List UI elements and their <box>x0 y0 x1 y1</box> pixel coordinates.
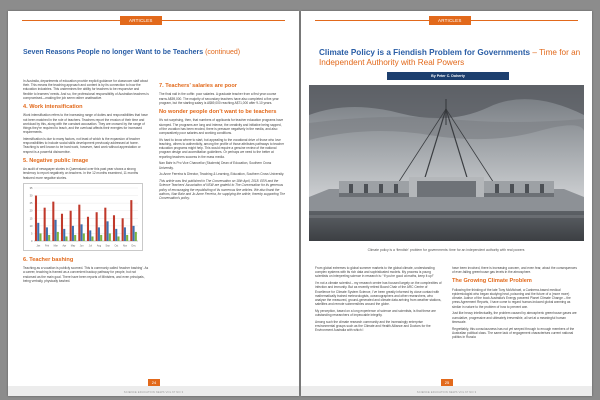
paragraph: An audit of newspaper stories in Queensland over this past year shows a strong tendency to report negatively on teachers. In the 12 months examined, 11 months featured more negative stories. <box>23 167 139 180</box>
paragraph: Teaching as a vocation is publicly scorned. This is commonly called ‘teacher bashing’. As a career, teaching is framed as a convenient backup pathway for people, but not endorsed as the main goal. There have been reports of Ministers, and even principals, being verbally, physically bashed. <box>23 266 149 283</box>
bar <box>126 235 128 241</box>
paragraph: It’s hard to know where to start, but appealing to the vocational drive of those who love teaching, others to authenticity, among the profile of those attributes pathways to teacher education programs might help. This would require a genuine review of the national program design and accreditation guidelines. Or perhaps we need to the better at reporting teachers success in the mass media. <box>159 137 285 159</box>
section-heading: 4. Work intensification <box>23 104 83 111</box>
x-tick-label: Jun <box>79 244 84 248</box>
bar <box>39 233 41 241</box>
bar <box>81 224 83 241</box>
paragraph: Intensification is due to many factors, not least of which is the expansion of teacher responsibilities to include social skills development previously addressed at home. Teaching is well known to be hard work, however, hard work without appreciation or respect is a powerful disincentive. <box>23 137 141 154</box>
paragraph: have been involved, there is increasing concern, and even fear, about the consequences of ever-failing greenhouse gas levels in the atmosphere. <box>452 266 577 275</box>
bar <box>87 217 89 241</box>
bar <box>35 195 37 240</box>
bar <box>96 212 98 241</box>
article-title <box>319 48 581 68</box>
x-tick-label: Jul <box>88 244 92 248</box>
section-heading: The Growing Climate Problem <box>452 278 532 285</box>
x-tick-label: Mar <box>53 244 58 248</box>
bar <box>83 233 85 241</box>
photo-caption: Climate policy is a ‘fiendish’ problem for governments: time for an independent authority with real powers <box>367 248 525 252</box>
page-number: 24 <box>148 379 160 386</box>
paragraph: My perception, based on a long experience of science and scientists, is that these are outstanding researchers of impeccable integrity. <box>315 309 436 318</box>
bar <box>74 235 76 241</box>
bar <box>135 232 137 241</box>
x-tick-label: Apr <box>62 244 67 248</box>
bar <box>113 215 115 241</box>
paragraph: The final nail in the coffin: poor salaries. A graduate teacher from a first year course earns A$59,000. The majority of secondary teachers have also completed a five-year program, but the starting salary is A$69,000 reaching A$71,000 after 9-10 years. <box>159 92 279 105</box>
section-tag: ARTICLES <box>429 16 471 25</box>
bar <box>70 211 72 241</box>
paragraph: I’m not a climate scientist – my research centre has focused largely on the complexities of infection and immunity. But as recently retired Board Chair of the ARC Centre of Excellence for Climate System Science, I’ve been greatly informed by close contact with mathematically trained meteorologists, oceanographers and other researchers, who analyse the measured, ground-generated and climate data arriving from weather stations, satellites and remote submersibles around the globe. <box>315 281 442 307</box>
bar <box>78 205 80 241</box>
parliament-house-photo <box>309 85 584 241</box>
bar <box>115 229 117 241</box>
x-tick-label: Oct <box>114 244 119 248</box>
y-tick-label: 25 <box>29 202 33 206</box>
bar <box>57 232 59 241</box>
x-tick-label: Aug <box>96 244 102 248</box>
publication-note: This article was first published in The Conversation on 18th April, 2018. EEN and the Science Teachers’ Association of NSW are grateful to The Conversation for its generous policy of encouraging the republishing of its numerous fine articles. We also thank the authors, Nan Bahr and Jo-Anne Ferreira, for supplying the article, thereby supporting The Conversation’s policy. <box>159 179 285 201</box>
author-bio: Nan Bahr is Pro Vice Chancellor (Students) Dean of Education, Southern Cross University. <box>159 161 272 170</box>
paragraph: Work intensification refers to the increasing range of duties and responsibilities that have not been matched in the role of teachers. Teachers report the erosion of their time and workload by this, along with the constant accusation. They are crossed by the range of things they’re required to teach, and the overload affects their energies for increased requirements. <box>23 113 148 135</box>
bar <box>46 227 48 241</box>
section-heading: No wonder people don’t want to be teachers <box>159 109 277 116</box>
y-tick-label: 30 <box>29 194 33 198</box>
bar <box>130 200 132 241</box>
bar <box>48 235 50 241</box>
paragraph: In Australia, departments of education provide explicit guidance for classroom staff about their. This means the teaching approach and content is by its connection to how the education industries. This undermines the ability for teachers to be responsive and flexible to learners’ needs. And so, the professional responsibility of Australian teachers is compromised—making the job seem rather unattractive. <box>23 79 149 100</box>
paragraph: It’s not surprising, then, that numbers of applicants for teacher education programs have slumped. The programs are long and intense, the creativity and initiative being sapped, of the vocation has been eroded, there is pressure negatively in the media, and also comparatively poor salaries and working conditions. <box>159 118 284 136</box>
left-page <box>8 11 299 396</box>
author-bio: Jo-Anne Ferreira is Director, Teaching & Learning, Education, Southern Cross University. <box>159 172 285 177</box>
footer-text: SCIENCE EDUCATION NEWS VOL 67 NO 3 <box>416 390 477 394</box>
y-tick-label: 0 <box>31 239 33 243</box>
bar <box>55 220 57 241</box>
x-tick-label: Jan <box>36 244 41 248</box>
y-tick-label: 5 <box>31 232 33 236</box>
x-tick-label: Feb <box>44 244 50 248</box>
bar <box>72 226 74 241</box>
paragraph: Just like heavy intellectuality, the problem caused by atmospheric greenhouse gases are cumulative, progressive and ultimately irreversible, all set at a meaningful human timescale. <box>452 311 577 324</box>
x-tick-label: Nov <box>122 244 128 248</box>
bar <box>44 208 46 241</box>
right-column-2 <box>452 266 579 342</box>
section-heading: 7. Teachers’ salaries are poor <box>159 83 237 89</box>
bar <box>61 214 63 241</box>
bar <box>109 233 111 241</box>
bar <box>91 236 93 241</box>
section-heading: 6. Teacher bashing <box>23 256 74 263</box>
photo-illustration <box>309 85 584 241</box>
paragraph: Following the thinking of the late Tony McMichael, a Canberra-based medical epidemiologist who began studying heat, poisoning and the future of a (more more) climate. Author of the book Australia’s Energy powered Planet Climate Change – the press Agreement Reports, I have come to regard human-induced global warming as similar in nature to the problem of how to prevent war. <box>452 287 571 309</box>
x-tick-label: Dec <box>131 244 136 248</box>
article-title-continued: (continued) <box>205 49 241 56</box>
byline: By Peter C. Doherty <box>387 72 509 80</box>
paragraph: Among such the climate research community and the increasingly enterprise environmental groups such as the Climate and Health Alliance and Doctors for the Environment Australia with which I <box>315 320 431 333</box>
bar <box>122 218 124 241</box>
bar <box>104 208 106 241</box>
x-tick-label: May <box>70 244 76 248</box>
section-heading: 5. Negative public image <box>23 157 89 164</box>
section-tag: ARTICLES <box>120 16 162 25</box>
left-column-2 <box>159 79 285 203</box>
article-subtitle: – Time for an Independent Authority with Real Powers <box>319 48 581 67</box>
bar <box>52 201 54 240</box>
bar <box>117 236 119 241</box>
bar <box>107 221 109 241</box>
article-title <box>23 48 285 57</box>
bar <box>89 230 91 241</box>
footer-text: SCIENCE EDUCATION NEWS VOL 67 NO 3 <box>123 390 184 394</box>
bar <box>133 226 135 241</box>
y-tick-label: 20 <box>29 209 33 213</box>
paragraph: Regrettably, this consciousness has not yet seeped through to enough members of the Australian political class. The same lack of engagement characterises current national politics in Russia <box>452 326 575 340</box>
y-tick-label: 35 <box>29 186 33 190</box>
article-title-text: Seven Reasons People no longer Want to be Teachers <box>23 49 204 56</box>
bar <box>37 223 39 241</box>
news-stories-chart <box>23 183 143 251</box>
y-tick-label: 15 <box>29 217 33 221</box>
article-title-text: Climate Policy is a Fiendish Problem for Governments <box>319 48 531 57</box>
bar <box>100 235 102 241</box>
bar-chart-svg <box>24 184 142 250</box>
page-number: 25 <box>441 379 453 386</box>
left-column-1 <box>23 79 149 286</box>
right-column-1 <box>315 266 442 335</box>
bar <box>98 227 100 241</box>
x-tick-label: Sep <box>105 244 110 248</box>
y-tick-label: 10 <box>29 224 33 228</box>
right-page <box>301 11 592 396</box>
paragraph: From global extremes to global summer markets to the global climate, understanding complex systems with its rich data and sophisticated models. My process is young scientists on interpreting science in research is: “If you’re good at maths, keep it up!” <box>315 266 435 279</box>
bar <box>65 236 67 241</box>
bar <box>63 229 65 241</box>
bar <box>124 227 126 241</box>
